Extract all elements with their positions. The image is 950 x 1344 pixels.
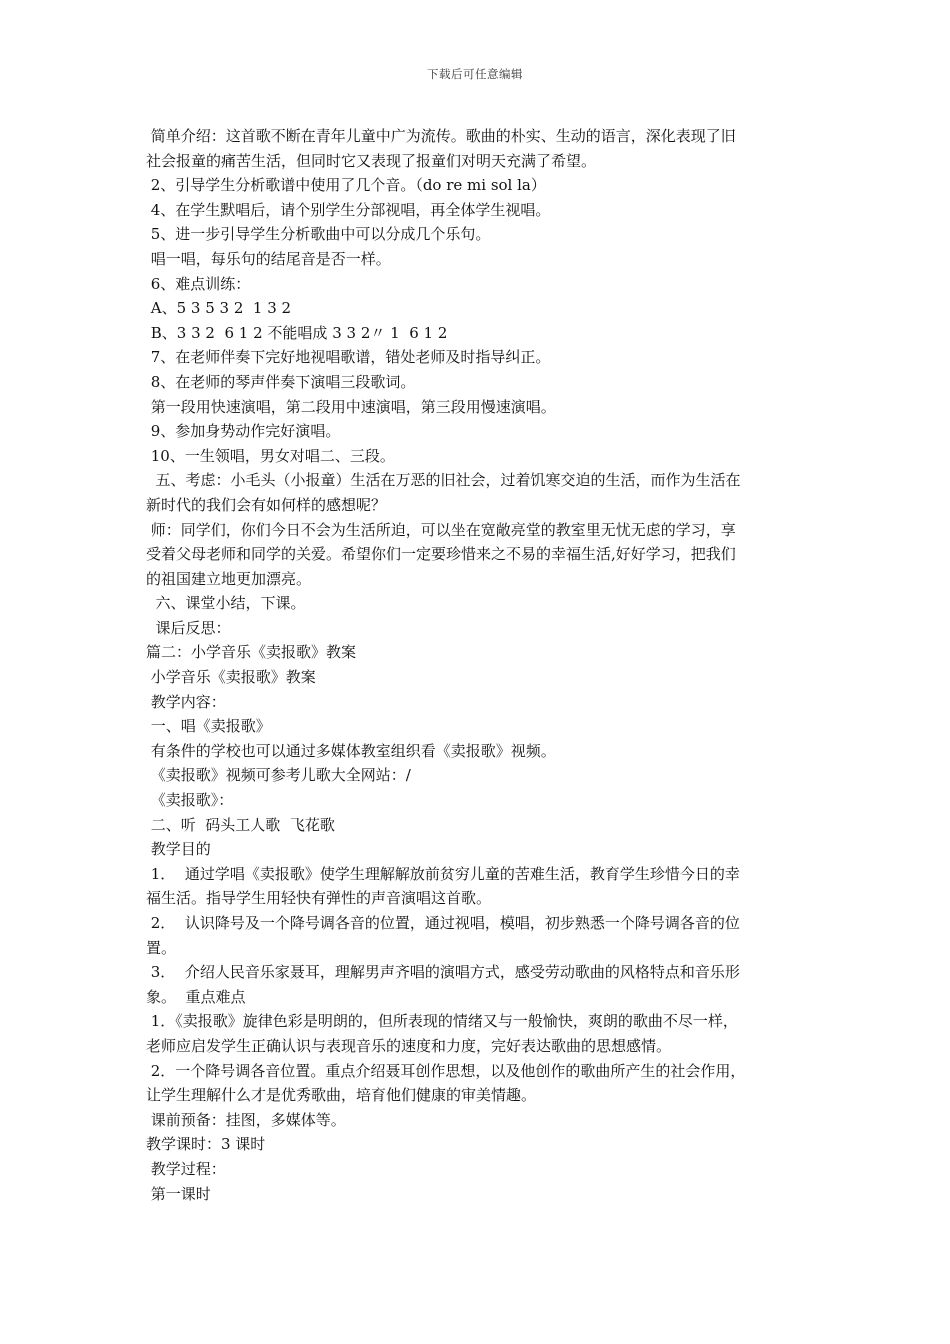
text-line: 的祖国建立地更加漂亮。 [146,569,312,588]
text-line: 2． 认识降号及一个降号调各音的位置，通过视唱，模唱，初步熟悉一个降号调各音的位 [146,914,740,932]
text-line: A、5 3 5 3 2 1 3 2 [146,299,292,318]
document-body [146,124,810,1206]
text-line: 篇二：小学音乐《卖报歌》教案 [146,643,357,662]
text-line: 老师应启发学生正确认识与表现音乐的速度和力度，完好表达歌曲的思想感情。 [146,1036,672,1055]
text-line: 1．《卖报歌》旋律色彩是明朗的，但所表现的情绪又与一般愉快，爽朗的歌曲不尽一样， [146,1012,738,1031]
text-line: 社会报童的痛苦生活，但同时它又表现了报童们对明天充满了希望。 [146,151,597,170]
text-line: 教学过程： [146,1159,226,1178]
text-line: 《卖报歌》： [146,791,234,810]
text-line: 2、引导学生分析歌谱中使用了几个音。（do re mi sol la） [146,176,546,195]
text-line: 5、进一步引导学生分析歌曲中可以分成几个乐句。 [146,225,491,244]
text-line: 《卖报歌》视频可参考儿歌大全网站：/ [146,766,411,785]
text-line: 课前预备：挂图，多媒体等。 [146,1110,346,1129]
text-line: 简单介绍：这首歌不断在青年儿童中广为流传。歌曲的朴实、生动的语言，深化表现了旧 [146,127,736,145]
text-line: 二、听 码头工人歌 飞花歌 [146,815,335,834]
text-line: 10、一生领唱，男女对唱二、三段。 [146,446,395,465]
text-line: 1． 通过学唱《卖报歌》使学生理解解放前贫穷儿童的苦难生活，教育学生珍惜今日的幸 [146,864,740,883]
text-line: 置。 [146,938,177,957]
text-line: 4、在学生默唱后，请个别学生分部视唱，再全体学生视唱。 [146,200,551,219]
text-line: 有条件的学校也可以通过多媒体教室组织看《卖报歌》视频。 [146,741,556,760]
page-header: 下载后可任意编辑 [427,67,523,81]
text-line: 师：同学们，你们今日不会为生活所迫，可以坐在宽敞亮堂的教室里无忧无虑的学习，享 [146,520,736,539]
text-line: 课后反思： [146,618,231,637]
text-line: 唱一唱，每乐句的结尾音是否一样。 [146,249,391,268]
text-line: 教学内容： [146,692,226,711]
text-line: 六、课堂小结，下课。 [146,594,306,613]
text-line: 9、参加身势动作完好演唱。 [146,422,341,441]
text-line: 受着父母老师和同学的关爱。希望你们一定要珍惜来之不易的幸福生活,好好学习，把我们 [146,545,736,564]
text-line: 3． 介绍人民音乐家聂耳，理解男声齐唱的演唱方式，感受劳动歌曲的风格特点和音乐形 [146,963,740,982]
text-line: B、3 3 2 6 1 2 不能唱成 3 3 2〃 1 6 1 2 [146,323,448,342]
text-line: 7、在老师伴奏下完好地视唱歌谱，错处老师及时指导纠正。 [146,348,551,367]
text-line: 2．一个降号调各音位置。重点介绍聂耳创作思想，以及他创作的歌曲所产生的社会作用， [146,1061,746,1080]
text-line: 教学课时：3 课时 [146,1135,266,1154]
text-line: 五、考虑：小毛头（小报童）生活在万恶的旧社会，过着饥寒交迫的生活，而作为生活在 [146,471,741,490]
text-line: 让学生理解什么才是优秀歌曲，培育他们健康的审美情趣。 [146,1086,537,1105]
text-line: 第一课时 [146,1184,211,1203]
text-line: 象。 重点难点 [146,987,246,1006]
text-line: 教学目的 [146,840,211,859]
text-line: 6、难点训练： [146,274,251,293]
text-line: 小学音乐《卖报歌》教案 [146,668,316,687]
text-line: 8、在老师的琴声伴奏下演唱三段歌词。 [146,372,416,391]
text-line: 福生活。指导学生用轻快有弹性的声音演唱这首歌。 [146,889,492,908]
text-line: 第一段用快速演唱，第二段用中速演唱，第三段用慢速演唱。 [146,397,556,416]
text-line: 一、唱《卖报歌》 [146,717,271,736]
text-line: 新时代的我们会有如何样的感想呢？ [146,495,387,514]
